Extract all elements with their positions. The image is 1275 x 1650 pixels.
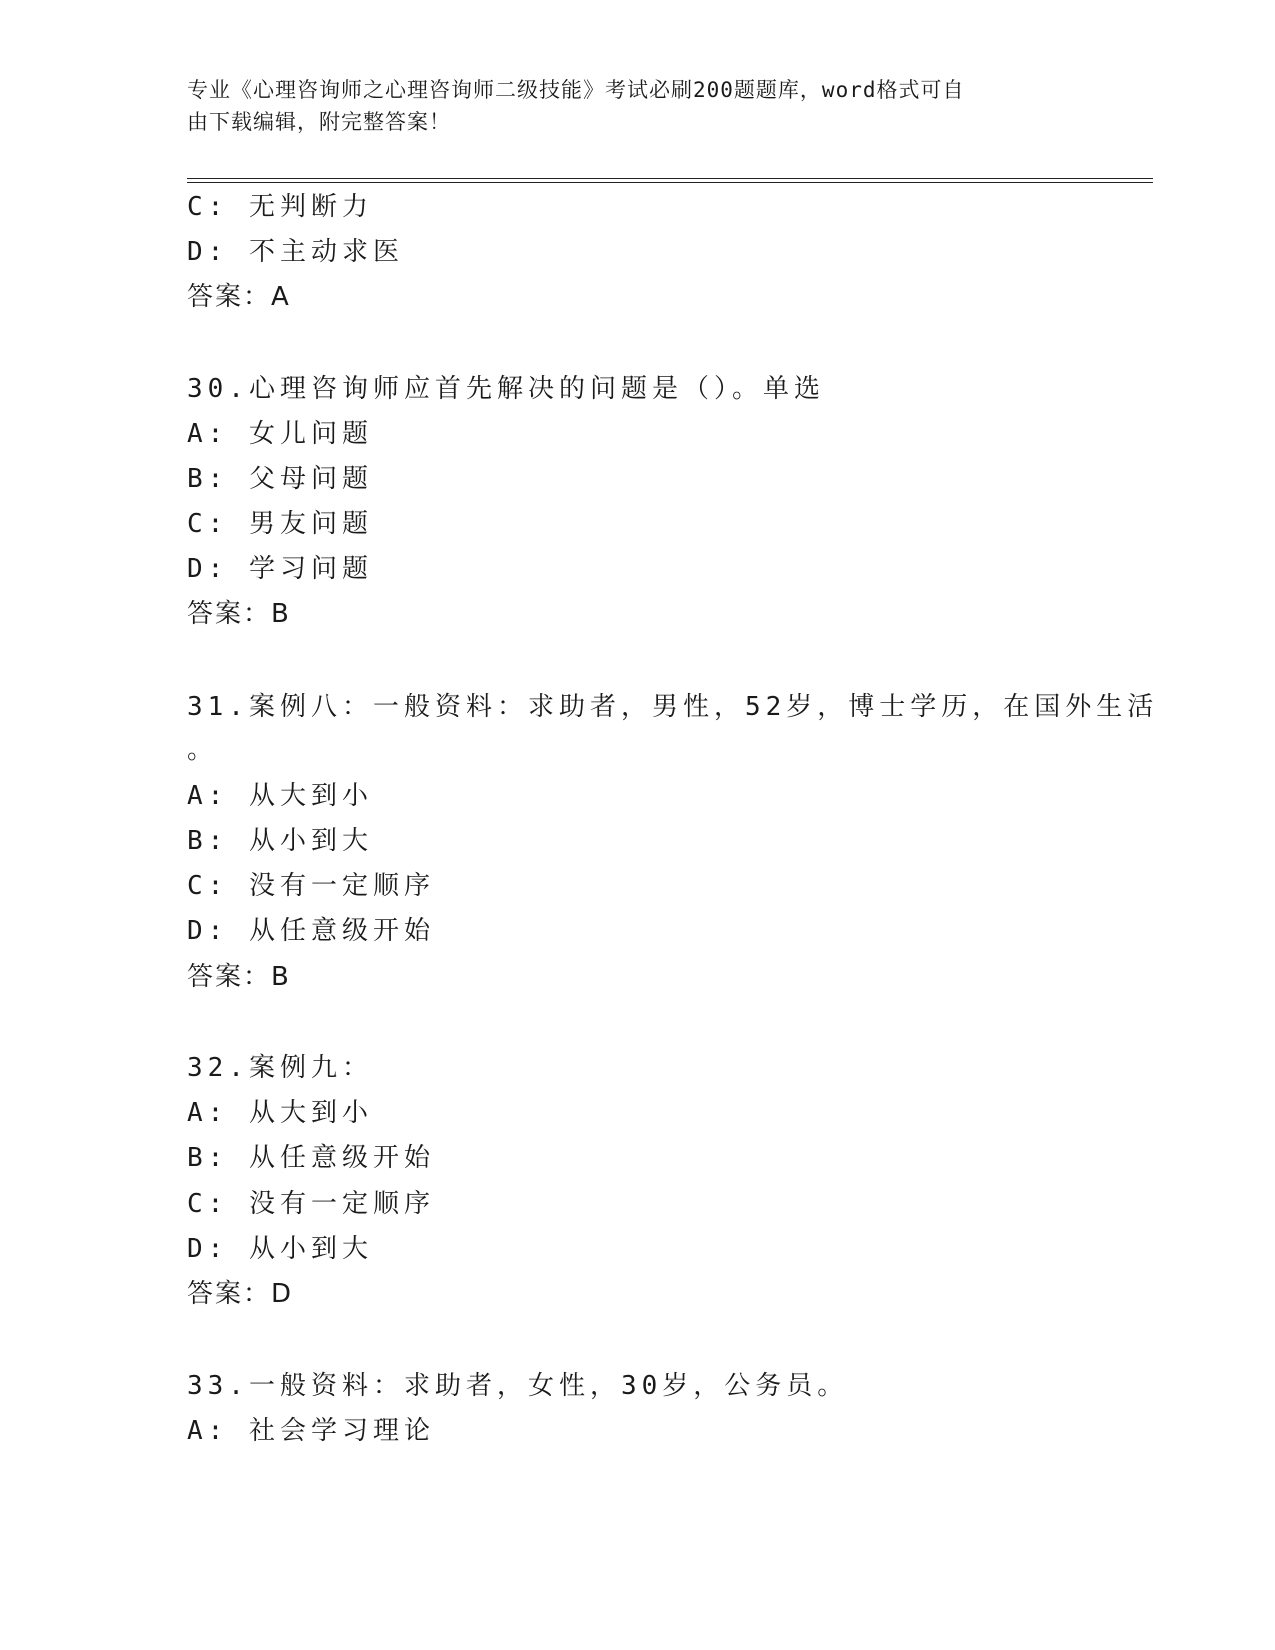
option-a: A: 从大到小 <box>187 1098 373 1128</box>
answer-line: 答案：A <box>187 282 291 312</box>
question-31: 31.案例八：一般资料：求助者，男性，52岁，博士学历，在国外生活 <box>187 692 1159 722</box>
header-line-1: 专业《心理咨询师之心理咨询师二级技能》考试必刷200题题库，word格式可自 <box>187 78 965 102</box>
answer-line: 答案：B <box>187 962 291 992</box>
option-c: C: 无判断力 <box>187 192 373 222</box>
option-a: A: 社会学习理论 <box>187 1416 435 1446</box>
option-d: D: 从小到大 <box>187 1234 373 1264</box>
option-d: D: 从任意级开始 <box>187 916 435 946</box>
question-33: 33.一般资料：求助者，女性，30岁，公务员。 <box>187 1371 849 1401</box>
option-a: A: 从大到小 <box>187 781 373 811</box>
question-30: 30.心理咨询师应首先解决的问题是（）。单选 <box>187 374 825 404</box>
document-header <box>187 74 1067 138</box>
option-c: C: 没有一定顺序 <box>187 871 435 901</box>
option-b: B: 从小到大 <box>187 826 373 856</box>
option-c: C: 男友问题 <box>187 509 373 539</box>
option-b: B: 从任意级开始 <box>187 1143 435 1173</box>
header-rule-bottom <box>187 182 1153 183</box>
option-c: C: 没有一定顺序 <box>187 1189 435 1219</box>
option-b: B: 父母问题 <box>187 464 373 494</box>
header-line-2: 由下载编辑，附完整答案！ <box>187 110 451 134</box>
option-d: D: 学习问题 <box>187 554 373 584</box>
option-a: A: 女儿问题 <box>187 419 373 449</box>
header-rule-top <box>187 178 1153 179</box>
question-32: 32.案例九： <box>187 1053 373 1083</box>
option-d: D: 不主动求医 <box>187 237 404 267</box>
answer-line: 答案：D <box>187 1279 294 1309</box>
answer-line: 答案：B <box>187 599 291 629</box>
question-31-continuation: 。 <box>187 735 219 765</box>
